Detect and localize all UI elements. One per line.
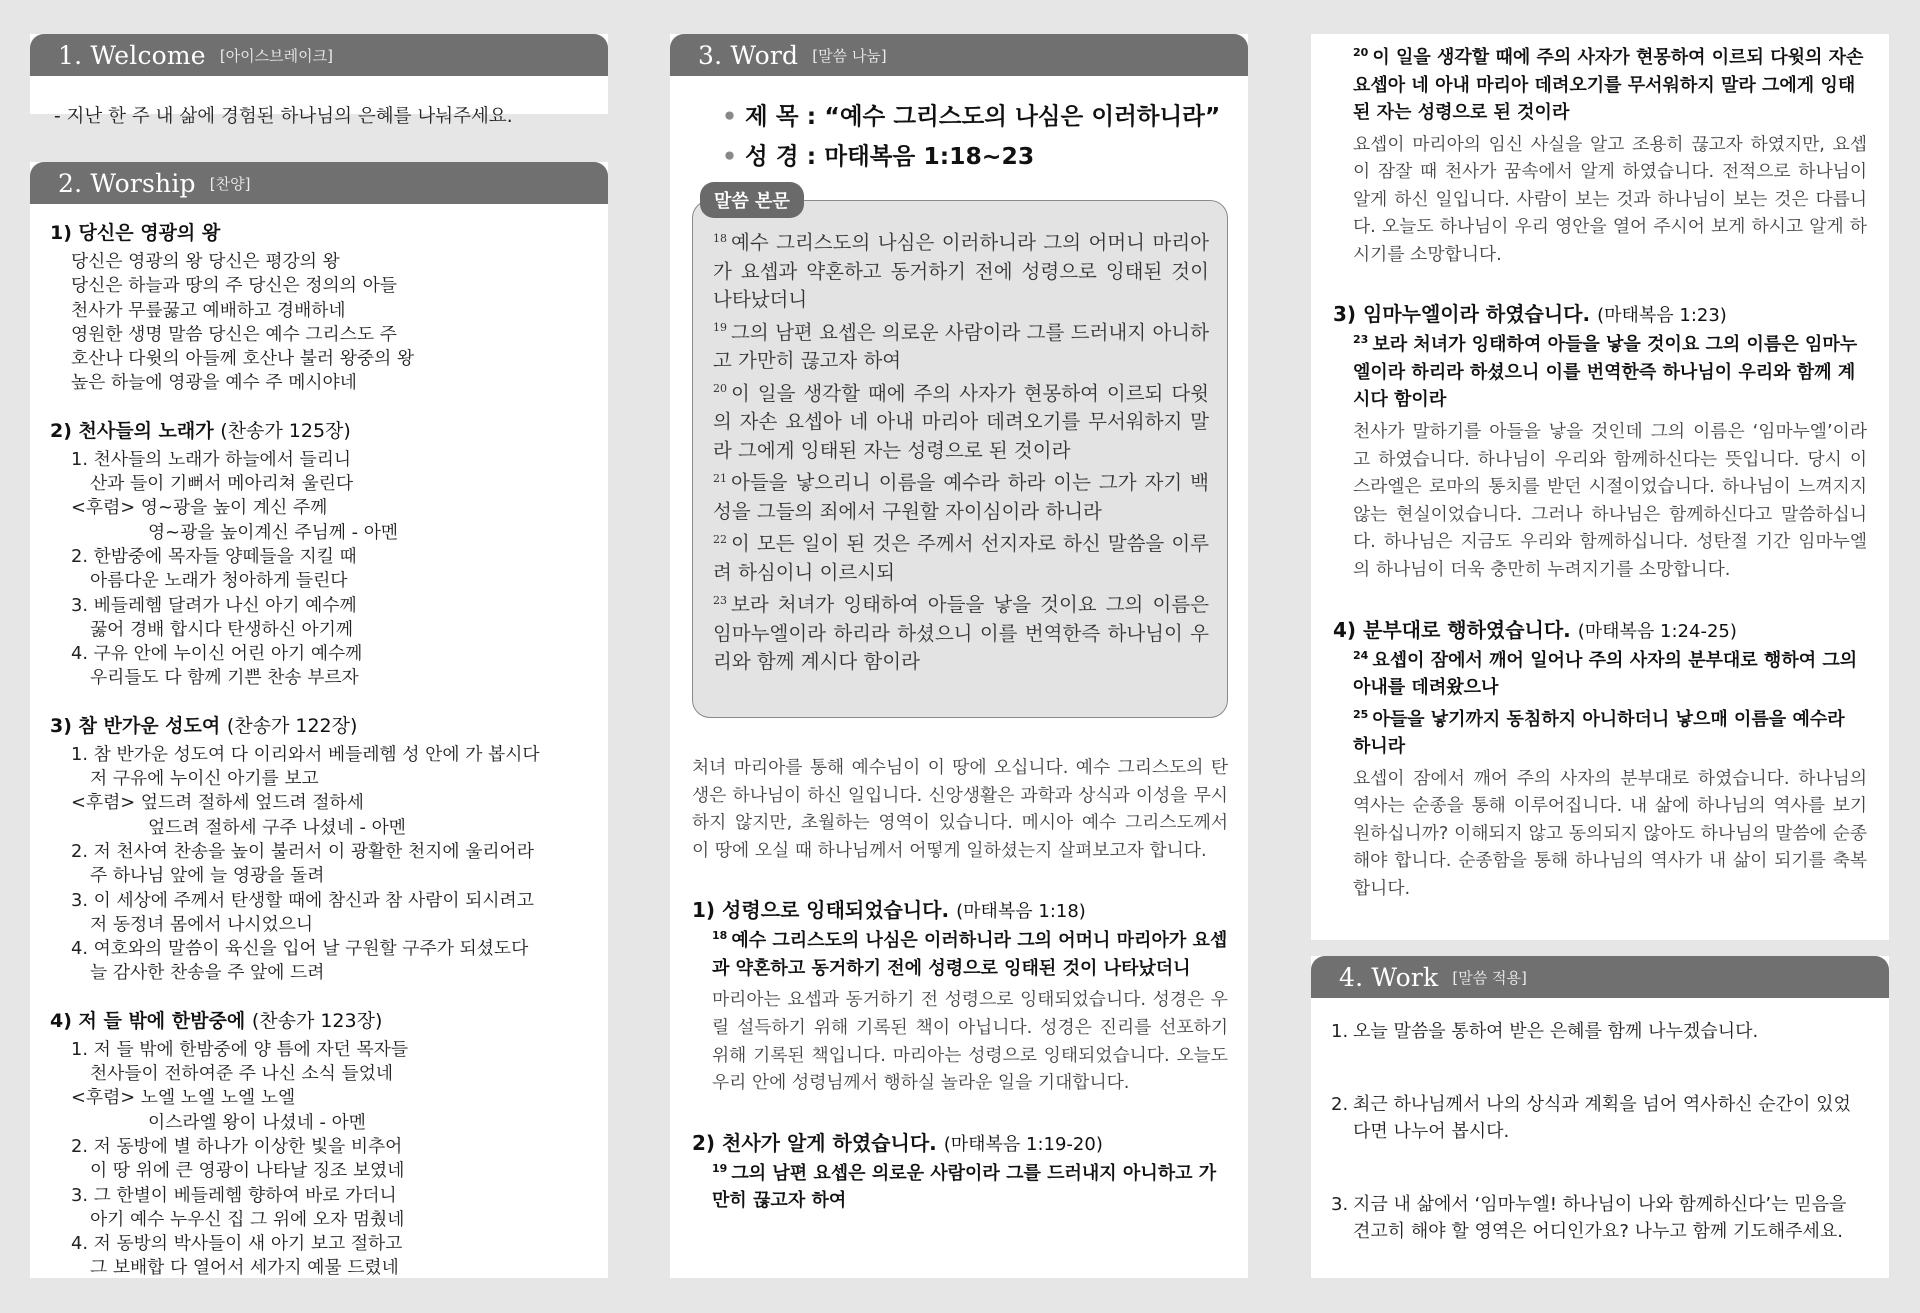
word-continued — [1311, 34, 1889, 940]
lyric-line: 영원한 생명 말씀 당신은 예수 그리스도 주 — [71, 323, 397, 345]
verse-text: 아들을 낳으리니 이름을 예수라 하라 이는 그가 자기 백성을 그들의 죄에서 구원할 자이심이라 하니라 — [713, 471, 1209, 523]
scripture-verse — [713, 319, 1209, 376]
welcome-header — [30, 34, 608, 76]
scripture-verse — [713, 380, 1209, 466]
scripture-box — [692, 200, 1228, 718]
verse-number: 21 — [713, 471, 727, 485]
song-hymn-number: (찬송가 125장) — [220, 419, 351, 442]
lyric-line: 엎드려 절하세 구주 나셨네 - 아멘 — [148, 816, 406, 838]
lyric-line: <후렴> 영~광을 높이 계신 주께 — [71, 497, 328, 519]
work-questions — [1311, 998, 1889, 1245]
question-text: 최근 하나님께서 나의 상식과 계획을 넘어 역사하신 순간이 있었다면 나누어 봅시다. — [1353, 1094, 1851, 1142]
work-section — [1311, 956, 1889, 1278]
verse-number: 20 — [713, 382, 727, 395]
verse-text: 그의 남편 요셉은 의로운 사람이라 그를 드러내지 아니하고 가만히 끊고자 하여 — [713, 320, 1209, 372]
point-title — [692, 1127, 1228, 1156]
word-title: 3. Word — [698, 40, 799, 70]
sermon-point — [1333, 298, 1867, 583]
scripture-verse — [713, 229, 1209, 315]
lyric-line: 3. 이 세상에 주께서 탄생할 때에 참신과 참 사람이 되시려고 — [71, 889, 534, 911]
work-title: 4. Work — [1339, 962, 1439, 992]
verse-number: 19 — [712, 1161, 728, 1175]
verse-text: 예수 그리스도의 나심은 이러하니라 그의 어머니 마리아가 요셉과 약혼하고 동거하기 전에 성령으로 잉태된 것이 나타났더니 — [712, 930, 1228, 979]
sermon-info — [670, 76, 1248, 176]
lyric-line: <후렴> 엎드려 절하세 엎드려 절하세 — [71, 792, 364, 814]
point-verse — [692, 1160, 1228, 1215]
lyric-line: 천사들이 전하여준 주 나신 소식 들었네 — [90, 1063, 394, 1085]
lyric-line: 1. 천사들의 노래가 하늘에서 들리니 — [71, 448, 352, 470]
song-hymn-number: (찬송가 123장) — [251, 1009, 383, 1032]
song-title-text: 4) 저 들 밖에 한밤중에 — [50, 1009, 246, 1032]
song-block — [50, 711, 608, 986]
song-hymn-number: (찬송가 122장) — [226, 714, 358, 737]
point-body: 요셉이 마리아의 임신 사실을 알고 조용히 끊고자 하였지만, 요셉이 잠잘 때 천사가 꿈속에서 알게 하였습니다. 전적으로 하나님이 알게 하신 일입니다. 사람이 보는 것과 하나님이 보는 것은 다릅니다. 오늘도 하나님이 우리 영안을 열어 주시어 보게 하시고 알게 하시기를 소망합니다. — [1353, 133, 1867, 265]
verse-number: 23 — [1353, 333, 1369, 347]
song-title-text: 1) 당신은 영광의 왕 — [50, 222, 221, 244]
point-body: 요셉이 잠에서 깨어 주의 사자의 분부대로 하였습니다. 하나님의 역사는 순종을 통해 이루어집니다. 내 삶에 하나님의 역사를 보기 원하십니까? 이해되지 않고 동의되지 않아도 하나님의 말씀에 순종해야 합니다. 순종함을 통해 하나님의 역사가 내 삶이 되기를 축복합니다. — [1353, 767, 1867, 899]
word-body — [692, 754, 1228, 1219]
point-title-text: 3) 임마누엘이라 하였습니다. — [1333, 302, 1591, 327]
verse-text: 보라 처녀가 잉태하여 아들을 낳을 것이요 그의 이름은 임마누엘이라 하리라 하셨으니 이를 번역한즉 하나님이 우리와 함께 계시다 함이라 — [1353, 334, 1858, 411]
worship-korean: [찬양] — [209, 174, 251, 193]
scripture-verse — [713, 530, 1209, 587]
question-text: 오늘 말씀을 통하여 받은 은혜를 함께 나누겠습니다. — [1353, 1021, 1759, 1042]
lyric-line: 높은 하늘에 영광을 예수 주 메시야네 — [71, 372, 357, 394]
verse-text: 요셉이 잠에서 깨어 일어나 주의 사자의 분부대로 행하여 그의 아내를 데려왔으나 — [1353, 649, 1858, 699]
lyric-line: 천사가 무릎꿇고 예배하고 경배하네 — [71, 299, 346, 321]
question-number: 1. — [1331, 1021, 1349, 1042]
verse-number: 23 — [713, 593, 727, 607]
lyric-line: 1. 저 들 밖에 한밤중에 양 틈에 자던 목자들 — [71, 1038, 409, 1060]
point-verse — [692, 927, 1228, 982]
verse-number: 20 — [1353, 46, 1369, 59]
point-title — [1333, 614, 1867, 643]
verse-number: 22 — [713, 532, 727, 546]
sermon-point — [692, 1127, 1228, 1215]
scripture-verse — [713, 469, 1209, 526]
welcome-korean: [아이스브레이크] — [219, 46, 333, 65]
song-list — [30, 204, 608, 1281]
worship-section — [30, 162, 608, 1278]
lyric-line: 우리들도 다 함께 기쁜 찬송 부르자 — [90, 667, 359, 689]
lyric-line: 저 구유에 누이신 아기를 보고 — [90, 768, 319, 790]
point-reference: (마태복음 1:23) — [1597, 305, 1727, 327]
lyric-line: 3. 베들레헴 달려가 나신 아기 예수께 — [71, 594, 357, 616]
point-body: 마리아는 요셉과 동거하기 전 성령으로 잉태되었습니다. 성경은 우릴 설득하기 위해 기록된 책이 아닙니다. 성경은 진리를 선포하기 위해 기록된 책입니다. 마리아는 성령으로 잉태되었습니다. 오늘도 우리 안에 성령님께서 행하실 놀라운 일을 기대합니다. — [712, 989, 1228, 1094]
word-header — [670, 34, 1248, 76]
welcome-title: 1. Welcome — [58, 40, 206, 70]
verse-text: 그의 남편 요셉은 의로운 사람이라 그를 드러내지 아니하고 가만히 끊고자 하여 — [712, 1162, 1217, 1212]
song-block — [50, 416, 608, 691]
question-text: 지금 내 삶에서 ‘임마누엘! 하나님이 나와 함께하신다’는 믿음을 견고히 해야 할 영역은 어디인가요? 나누고 함께 기도해주세요. — [1353, 1194, 1847, 1242]
verse-number: 18 — [713, 231, 727, 245]
lyric-line: 주 하나님 앞에 늘 영광을 돌려 — [90, 865, 325, 887]
verse-text: 이 일을 생각할 때에 주의 사자가 현몽하여 이르되 다윗의 자손 요셉아 네 아내 마리아 데려오기를 무서워하지 말라 그에게 잉태된 자는 성령으로 된 것이라 — [1353, 47, 1864, 123]
lyric-line: 아기 예수 누우신 집 그 위에 오자 멈췄네 — [90, 1208, 405, 1230]
point-body: 천사가 말하기를 아들을 낳을 것인데 그의 이름은 ‘임마누엘’이라고 하였습니다. 하나님이 우리와 함께하신다는 뜻입니다. 당시 이스라엘은 로마의 통치를 받던 시절이었습니다. 하나님이 느껴지지 않는 현실이었습니다. 그러나 하나님은 함께하신다고 말씀하십니다. 하나님은 지금도 우리와 함께하십니다. 성탄절 기간 임마누엘의 하나님이 더욱 충만히 누려지기를 소망합니다. — [1353, 420, 1867, 580]
lyric-line: 4. 저 동방의 박사들이 새 아기 보고 절하고 — [71, 1233, 403, 1255]
scripture-verse — [713, 591, 1209, 677]
verse-text: 예수 그리스도의 나심은 이러하니라 그의 어머니 마리아가 요셉과 약혼하고 동거하기 전에 성령으로 잉태된 것이 나타났더니 — [713, 231, 1209, 311]
work-question — [1331, 1191, 1861, 1245]
sermon-title: • 제 목 : “예수 그리스도의 나심은 이러하니라” — [722, 102, 1221, 130]
point-title-text: 4) 분부대로 행하였습니다. — [1333, 617, 1571, 642]
lyric-line: 이 땅 위에 큰 영광이 나타날 징조 보였네 — [90, 1160, 405, 1182]
song-block — [50, 218, 608, 396]
lyric-line: 2. 저 천사여 찬송을 높이 불러서 이 광활한 천지에 울리어라 — [71, 840, 534, 862]
verse-number: 24 — [1353, 648, 1369, 662]
worship-header — [30, 162, 608, 204]
verse-text: 이 일을 생각할 때에 주의 사자가 현몽하여 이르되 다윗의 자손 요셉아 네 아내 마리아 데려오기를 무서워하지 말라 그에게 잉태된 자는 성령으로 된 것이라 — [713, 381, 1209, 462]
verse-number: 18 — [712, 929, 728, 943]
lyric-line: 4. 여호와의 말씀이 육신을 입어 날 구원할 구주가 되셨도다 — [71, 938, 529, 960]
lyric-line: 3. 그 한별이 베들레헴 향하여 바로 가더니 — [71, 1184, 397, 1206]
word-korean: [말씀 나눔] — [812, 46, 887, 65]
work-header — [1311, 956, 1889, 998]
lyric-line: 저 동정녀 몸에서 나시었으니 — [90, 913, 314, 935]
song-title-text: 2) 천사들의 노래가 — [50, 419, 214, 442]
sermon-passage: • 성 경 : 마태복음 1:18~23 — [722, 142, 1035, 170]
work-question — [1331, 1018, 1861, 1045]
point-title-text: 1) 성령으로 잉태되었습니다. — [692, 898, 950, 923]
lyric-line: 늘 감사한 찬송을 주 앞에 드려 — [90, 962, 325, 984]
song-title — [50, 218, 608, 245]
point-verse — [1333, 647, 1867, 702]
lyric-line: 아름다운 노래가 청아하게 들린다 — [90, 570, 348, 592]
song-title — [50, 416, 608, 443]
worship-title: 2. Worship — [58, 168, 196, 198]
sermon-point — [692, 894, 1228, 1096]
point-title-text: 2) 천사가 알게 하였습니다. — [692, 1130, 937, 1155]
lyric-line: 산과 들이 기뻐서 메아리쳐 울린다 — [90, 473, 354, 495]
song-block — [50, 1006, 608, 1281]
sermon-point — [1333, 614, 1867, 903]
welcome-section — [30, 34, 608, 127]
verse-text: 보라 처녀가 잉태하여 아들을 낳을 것이요 그의 이름은 임마누엘이라 하리라 하셨으니 이를 번역한즉 하나님이 우리와 함께 계시다 함이라 — [713, 593, 1209, 673]
question-number: 3. — [1331, 1194, 1349, 1215]
scripture-label: 말씀 본문 — [700, 182, 804, 218]
song-title — [50, 711, 608, 738]
sermon-intro: 처녀 마리아를 통해 예수님이 이 땅에 오십니다. 예수 그리스도의 탄생은 하나님이 하신 일입니다. 신앙생활은 과학과 상식과 이성을 무시하지 않지만, 초월하는 영역이 있습니다. 메시아 예수 그리스도께서 이 땅에 오실 때 하나님께서 어떻게 일하셨는지 살펴보고자 합니다. — [692, 757, 1228, 861]
lyric-line: 당신은 영광의 왕 당신은 평강의 왕 — [71, 251, 340, 272]
lyric-line: 이스라엘 왕이 나셨네 - 아멘 — [148, 1111, 366, 1133]
point-verse — [1333, 331, 1867, 414]
lyric-line: 꿇어 경배 합시다 탄생하신 아기께 — [90, 618, 354, 640]
sermon-point-continued — [1333, 44, 1867, 268]
verse-number: 25 — [1353, 707, 1369, 721]
point-reference: (마태복음 1:19-20) — [943, 1133, 1103, 1155]
point-title — [692, 894, 1228, 923]
question-number: 2. — [1331, 1094, 1349, 1115]
lyric-line: 2. 저 동방에 별 하나가 이상한 빛을 비추어 — [71, 1135, 403, 1157]
point-verse — [1333, 44, 1867, 127]
lyric-line: 당신은 하늘과 땅의 주 당신은 정의의 아들 — [71, 275, 397, 297]
verse-text: 이 모든 일이 된 것은 주께서 선지자로 하신 말씀을 이루려 하심이니 이르시되 — [713, 532, 1209, 584]
point-reference: (마태복음 1:18) — [956, 901, 1086, 923]
lyric-line: 호산나 다윗의 아들께 호산나 불러 왕중의 왕 — [71, 348, 415, 370]
song-title-text: 3) 참 반가운 성도여 — [50, 714, 221, 737]
lyric-line: <후렴> 노엘 노엘 노엘 노엘 — [71, 1087, 296, 1109]
welcome-text: - 지난 한 주 내 삶에 경험된 하나님의 은혜를 나눠주세요. — [54, 106, 513, 127]
lyric-line: 2. 한밤중에 목자들 양떼들을 지킬 때 — [71, 545, 357, 567]
lyric-line: 4. 구유 안에 누이신 어린 아기 예수께 — [71, 643, 363, 665]
lyric-line: 1. 참 반가운 성도여 다 이리와서 베들레헴 성 안에 가 봅시다 — [71, 743, 540, 765]
point-verse — [1333, 706, 1867, 761]
verse-text: 아들을 낳기까지 동침하지 아니하더니 낳으매 이름을 예수라 하니라 — [1353, 708, 1845, 758]
lyric-line: 영~광을 높이계신 주님께 - 아멘 — [148, 521, 399, 543]
lyric-line: 그 보배합 다 열어서 세가지 예물 드렸네 — [90, 1257, 399, 1279]
point-title — [1333, 298, 1867, 327]
work-korean: [말씀 적용] — [1452, 968, 1527, 987]
point-reference: (마태복음 1:24-25) — [1577, 620, 1737, 642]
work-question — [1331, 1091, 1861, 1145]
verse-number: 19 — [713, 321, 727, 334]
song-title — [50, 1006, 608, 1033]
